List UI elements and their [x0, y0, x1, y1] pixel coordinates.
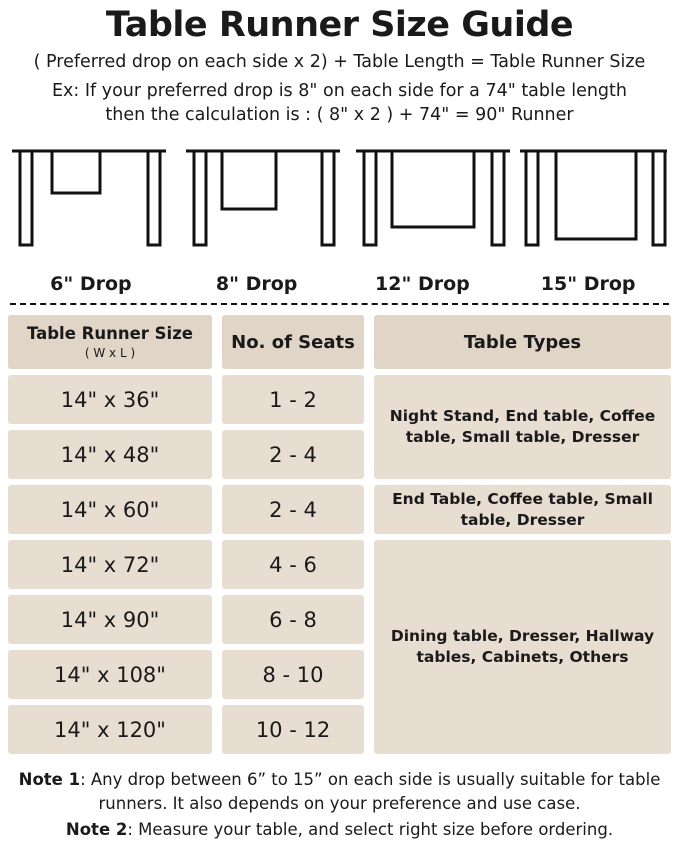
- header-types: Table Types: [374, 315, 671, 369]
- column-sizes: [8, 315, 212, 760]
- header-seats: No. of Seats: [222, 315, 364, 369]
- table-row: 14" x 120": [8, 705, 212, 754]
- table-row: 14" x 60": [8, 485, 212, 534]
- table-row: End Table, Coffee table, Small table, Dresser: [374, 485, 671, 534]
- table-row: Dining table, Dresser, Hallway tables, Cabinets, Others: [374, 540, 671, 754]
- formula-line: ( Preferred drop on each side x 2) + Table Length = Table Runner Size: [33, 51, 646, 72]
- header-size-label: Table Runner Size: [26, 324, 193, 344]
- note-2: [8, 818, 671, 842]
- drop-label-12: 12" Drop: [375, 273, 470, 296]
- note-1: [8, 768, 671, 816]
- size-guide-page: [0, 5, 679, 840]
- drop-label-8: 8" Drop: [215, 273, 298, 296]
- size-table: [8, 315, 671, 760]
- table-row: 14" x 108": [8, 650, 212, 699]
- table-row: 14" x 72": [8, 540, 212, 589]
- table-row: 14" x 90": [8, 595, 212, 644]
- drop-illustrations-svg: [8, 139, 671, 265]
- table-row: Night Stand, End table, Coffee table, Small table, Dresser: [374, 375, 671, 479]
- header-size: [8, 315, 212, 369]
- table-row: 2 - 4: [222, 430, 364, 479]
- table-row: 14" x 36": [8, 375, 212, 424]
- table-row: 2 - 4: [222, 485, 364, 534]
- notes-section: [8, 768, 671, 842]
- note-1-text: : Any drop between 6” to 15” on each side is usually suitable for table runners. It also depends on your preference and use case.: [80, 770, 661, 814]
- column-table-types: [374, 315, 671, 760]
- note-2-text: : Measure your table, and select right size before ordering.: [127, 820, 614, 840]
- table-row: 14" x 48": [8, 430, 212, 479]
- table-row: 8 - 10: [222, 650, 364, 699]
- drop-label-15: 15" Drop: [540, 273, 636, 296]
- drop-label-row: [8, 273, 671, 295]
- table-drop-diagram: [8, 139, 671, 271]
- note-2-label: Note 2: [65, 820, 128, 840]
- table-row: 10 - 12: [222, 705, 364, 754]
- header-size-sublabel: ( W x L ): [84, 346, 136, 361]
- page-title: Table Runner Size Guide: [105, 5, 574, 45]
- table-row: 6 - 8: [222, 595, 364, 644]
- example-line-2: then the calculation is : ( 8" x 2 ) + 74" = 90" Runner: [105, 104, 574, 125]
- divider-dashed: [10, 303, 669, 305]
- column-seats: [222, 315, 364, 760]
- table-row: 1 - 2: [222, 375, 364, 424]
- table-row: 4 - 6: [222, 540, 364, 589]
- note-1-label: Note 1: [18, 770, 81, 790]
- drop-label-6: 6" Drop: [50, 273, 132, 296]
- example-line-1: Ex: If your preferred drop is 8" on each side for a 74" table length: [51, 81, 627, 102]
